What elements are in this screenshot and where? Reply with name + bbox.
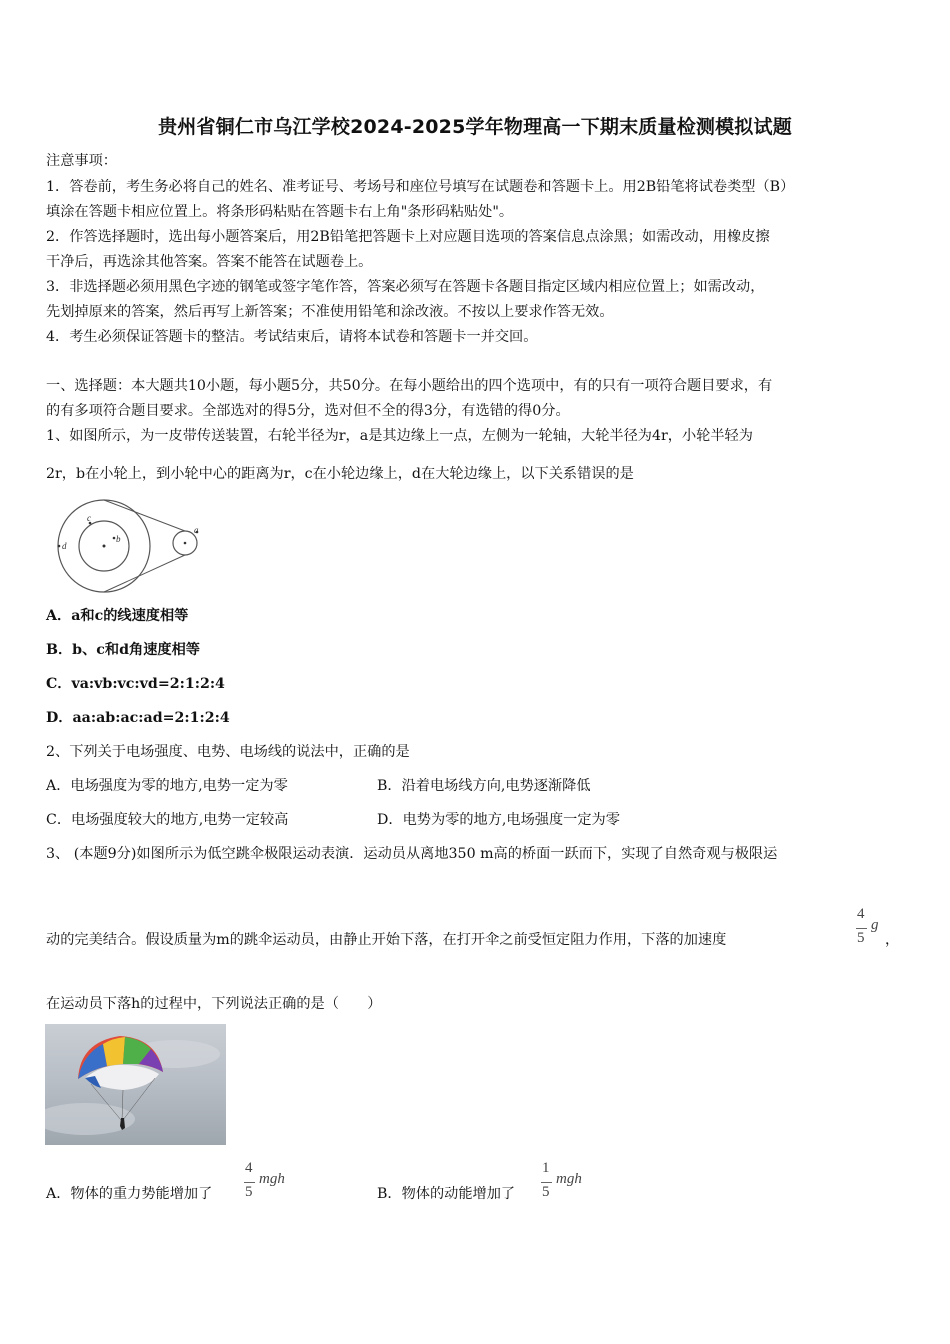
q2-stem: 2、下列关于电场强度、电势、电场线的说法中，正确的是 bbox=[46, 744, 410, 760]
notice-line: 填涂在答题卡相应位置上。将条形码粘贴在答题卡右上角"条形码粘贴处"。 bbox=[46, 204, 514, 220]
q2-option-a: A．电场强度为零的地方,电势一定为零 bbox=[46, 778, 288, 794]
q2-option-d: D．电势为零的地方,电场强度一定为零 bbox=[377, 812, 620, 828]
q3-stem: 在运动员下落h的过程中，下列说法正确的是（ ） bbox=[46, 996, 382, 1012]
notice-line: 3．非选择题必须用黑色字迹的钢笔或签字笔作答，答案必须写在答题卡各题目指定区域内相应位置上；如需改动， bbox=[46, 279, 765, 295]
q3-option-b: B．物体的动能增加了 bbox=[377, 1186, 516, 1202]
fraction-denominator: 5 bbox=[542, 1184, 550, 1200]
fraction-symbol: mgh bbox=[556, 1171, 582, 1187]
q1-stem: 2r，b在小轮上，到小轮中心的距离为r，c在小轮边缘上，d在大轮边缘上，以下关系错误的是 bbox=[46, 466, 634, 482]
notice-line: 4．考生必须保证答题卡的整洁。考试结束后，请将本试卷和答题卡一并交回。 bbox=[46, 329, 538, 345]
label-c: c bbox=[87, 513, 91, 523]
notice-heading: 注意事项： bbox=[46, 153, 117, 169]
fraction-denominator: 5 bbox=[857, 930, 865, 946]
q3-stem: 动的完美结合。假设质量为m的跳伞运动员，由静止开始下落，在打开伞之前受恒定阻力作用，下落的加速度 bbox=[46, 932, 727, 948]
q3-option-a: A．物体的重力势能增加了 bbox=[46, 1186, 213, 1202]
fraction-numerator: 1 bbox=[542, 1160, 550, 1176]
label-d: d bbox=[62, 541, 67, 551]
q1-option-a: A．a和c的线速度相等 bbox=[46, 608, 189, 624]
q2-option-b: B．沿着电场线方向,电势逐渐降低 bbox=[377, 778, 591, 794]
notice-line: 1．答卷前，考生务必将自己的姓名、准考证号、考场号和座位号填写在试题卷和答题卡上。用2B铅笔将试卷类型（B） bbox=[46, 179, 795, 195]
fraction-symbol: g bbox=[871, 917, 879, 933]
section-intro: 一、选择题：本大题共10小题，每小题5分，共50分。在每小题给出的四个选项中，有的只有一项符合题目要求，有 bbox=[46, 378, 773, 394]
q2-option-c: C．电场强度较大的地方,电势一定较高 bbox=[46, 812, 289, 828]
label-a: a bbox=[194, 525, 199, 535]
belt-pulley-figure bbox=[52, 496, 210, 596]
q1-option-b: B．b、c和d角速度相等 bbox=[46, 642, 200, 658]
notice-line: 先划掉原来的答案，然后再写上新答案；不准使用铅笔和涂改液。不按以上要求作答无效。 bbox=[46, 304, 614, 320]
section-intro: 的有多项符合题目要求。全部选对的得5分，选对但不全的得3分，有选错的得0分。 bbox=[46, 403, 570, 419]
fraction-numerator: 4 bbox=[857, 906, 865, 922]
q3-comma: ， bbox=[885, 932, 900, 948]
q1-option-c: C．va:vb:vc:vd=2:1:2:4 bbox=[46, 676, 225, 692]
label-b: b bbox=[116, 534, 121, 544]
notice-line: 干净后，再选涂其他答案。答案不能答在试题卷上。 bbox=[46, 254, 373, 270]
q3-stem: 3、 (本题9分)如图所示为低空跳伞极限运动表演．运动员从离地350 m高的桥面一跃而下，实现了自然奇观与极限运 bbox=[46, 846, 778, 862]
fraction-symbol: mgh bbox=[259, 1171, 285, 1187]
page-title: 贵州省铜仁市乌江学校2024-2025学年物理高一下期末质量检测模拟试题 bbox=[158, 116, 792, 138]
parachute-photo bbox=[45, 1024, 226, 1145]
notice-line: 2．作答选择题时，选出每小题答案后，用2B铅笔把答题卡上对应题目选项的答案信息点涂黑；如需改动，用橡皮擦 bbox=[46, 229, 770, 245]
fraction-numerator: 4 bbox=[245, 1160, 253, 1176]
fraction-denominator: 5 bbox=[245, 1184, 253, 1200]
q1-stem: 1、如图所示，为一皮带传送装置，右轮半径为r，a是其边缘上一点，左侧为一轮轴，大轮半径为4r，小轮半轻为 bbox=[46, 428, 753, 444]
q1-option-d: D．aa:ab:ac:ad=2:1:2:4 bbox=[46, 710, 230, 726]
